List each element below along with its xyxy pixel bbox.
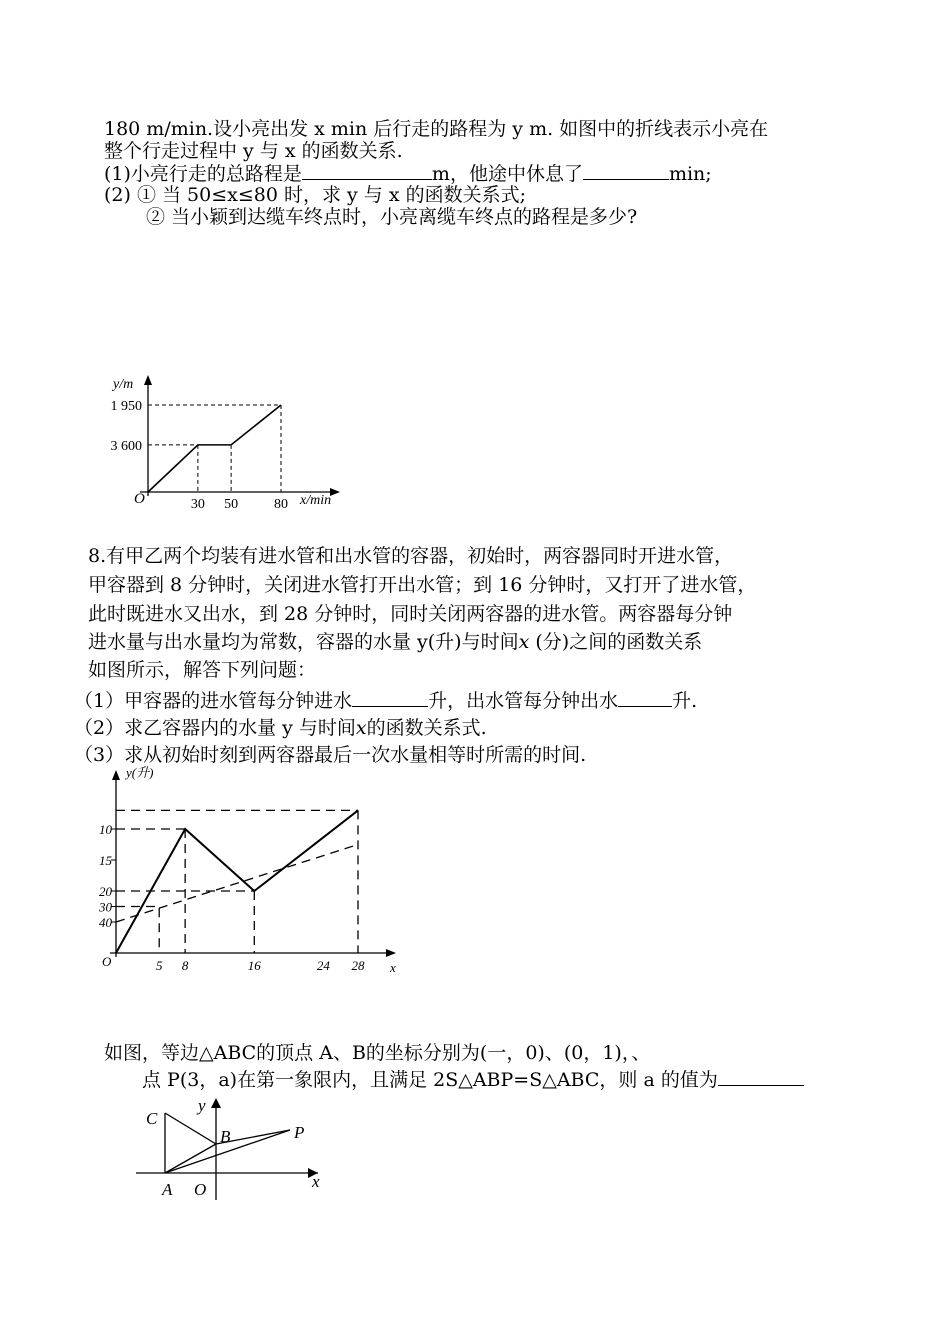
p8-line4-pre: 进水量与出水量均为常数，容器的水量 y(升)与时间 xyxy=(88,631,519,653)
p7-q1-pre: (1)小亮行走的总路程是 xyxy=(104,163,302,185)
chart2-xtick-label: 28 xyxy=(351,958,365,973)
chart1-xtick-label: 80 xyxy=(274,497,288,512)
fig3-segment-cb xyxy=(165,1113,216,1144)
p8-line4-x: x xyxy=(518,631,530,653)
fig3-label-c: C xyxy=(146,1109,158,1128)
p7-line1: 180 m/min.设小亮出发 x min 后行走的路程为 y m. 如图中的折线表示小亮在 xyxy=(104,118,769,140)
p8-q1-post: 升. xyxy=(672,690,698,712)
fig3-label-y: y xyxy=(198,1096,206,1115)
chart2-xlabel: x xyxy=(390,960,396,975)
p7-q2-2: ② 当小颖到达缆车终点时，小亮离缆车终点的路程是多少? xyxy=(146,206,638,228)
p8-q1-pre: （1）甲容器的进水管每分钟进水 xyxy=(74,690,353,712)
chart2-ytick-label: 10 xyxy=(99,822,112,837)
fig3-label-b: B xyxy=(220,1127,231,1146)
chart1-ytick-label: 3 600 xyxy=(110,438,142,454)
p8-line2: 甲容器到 8 分钟时，关闭进水管打开出水管；到 16 分钟时，又打开了进水管， xyxy=(88,574,757,596)
fig3-label-a: A xyxy=(162,1180,173,1199)
fig3-y-arrow xyxy=(211,1098,221,1108)
fig3-label-x: x xyxy=(312,1172,320,1191)
p8-line4-post: (分)之间的函数关系 xyxy=(529,631,703,653)
chart1-xlabel: x/min xyxy=(300,493,332,508)
chart1-xtick-label: 50 xyxy=(224,497,239,512)
p8-q2-post: 的函数关系式. xyxy=(366,717,487,739)
p9-line2-text: 点 P(3，a)在第一象限内，且满足 2S△ABP=S△ABC，则 a 的值为 xyxy=(142,1069,718,1091)
chart2-ytick-label: 30 xyxy=(99,899,112,915)
p8-question3: （3）求从初始时刻到两容器最后一次水量相等时所需的时间. xyxy=(74,744,587,766)
fig3-label-p: P xyxy=(294,1123,305,1142)
chart2-ytick-label: 20 xyxy=(99,884,112,899)
fig3-label-o: O xyxy=(194,1180,207,1199)
chart1-xtick-label: 30 xyxy=(190,497,205,512)
p8-q2-pre: （2）求乙容器内的水量 y 与时间 xyxy=(74,717,356,739)
p8-q1-mid: 升，出水管每分钟出水 xyxy=(428,690,619,712)
chart2-ytick-label: 40 xyxy=(99,915,112,930)
chart1-ytick-label: 1 950 xyxy=(110,399,142,414)
p8-line3: 此时既进水又出水，到 28 分钟时，同时关闭两容器的进水管。两容器每分钟 xyxy=(88,603,733,625)
p7-line2: 整个行走过程中 y 与 x 的函数关系. xyxy=(104,140,403,162)
chart2-xtick-label: 16 xyxy=(247,958,261,973)
p7-q1-post: min; xyxy=(668,163,712,185)
p7-q2-1: (2) ① 当 50≤x≤80 时，求 y 与 x 的函数关系式; xyxy=(104,184,526,206)
p9-line1: 如图，等边△ABC的顶点 A、B的坐标分别为(一，0)、(0，1)，、 xyxy=(104,1042,651,1064)
p8-line5: 如图所示，解答下列问题： xyxy=(88,659,317,681)
chart1-origin: O xyxy=(134,491,145,507)
p7-q1-mid: m，他途中休息了 xyxy=(431,163,583,185)
p8-line1: 8.有甲乙两个均装有进水管和出水管的容器，初始时，两容器同时开进水管， xyxy=(88,545,734,567)
chart2-xtick-label: 8 xyxy=(181,958,189,973)
chart2-origin: O xyxy=(102,954,112,969)
chart2-xtick-label: 24 xyxy=(316,958,330,973)
chart2-xtick-label: 5 xyxy=(155,958,163,973)
chart2-ylabel: y(升) xyxy=(126,765,154,780)
chart1-ylabel: y/m xyxy=(113,377,134,392)
chart2-ytick-label: 15 xyxy=(99,853,112,868)
p8-q2-x: x xyxy=(355,717,367,739)
